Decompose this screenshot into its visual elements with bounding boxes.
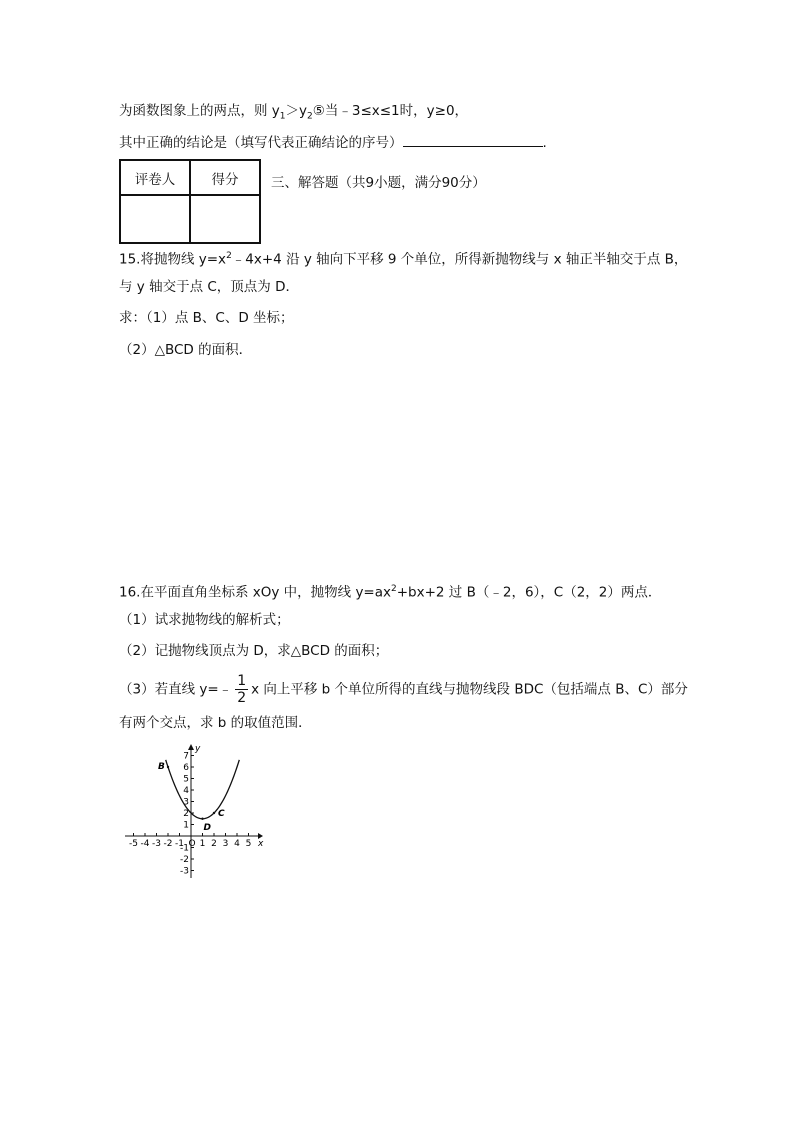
score-table	[119, 159, 261, 244]
fraction	[235, 673, 248, 706]
subscript: 2	[307, 111, 313, 122]
section-title: 三、解答题（共9小题，满分90分）	[271, 175, 486, 191]
q16-line-2: （1）试求抛物线的解析式；	[119, 612, 290, 628]
score-header: 得分	[190, 160, 260, 195]
q16-line-1	[119, 579, 661, 603]
point-c	[213, 812, 215, 814]
fraction-denominator: 2	[237, 690, 247, 706]
x-tick-label: -5	[129, 839, 138, 849]
point-b	[167, 766, 169, 768]
prev-question-line-2	[119, 133, 547, 153]
text: 15.将抛物线 y=x	[119, 251, 227, 268]
parabola-curve	[166, 760, 240, 819]
y-tick-label: -1	[180, 843, 189, 854]
y-tick-label: 5	[183, 774, 189, 785]
x-axis-label: x	[258, 839, 264, 849]
y-tick-label: 2	[183, 809, 189, 819]
answer-blank[interactable]	[403, 134, 543, 147]
x-tick-label: -3	[152, 839, 161, 849]
q15-line-1	[119, 246, 687, 270]
text: ＞y	[285, 103, 308, 119]
superscript: 2	[391, 584, 397, 594]
y-tick-label: 3	[183, 797, 189, 808]
point-d	[201, 818, 203, 820]
text: ⑤当﹣3≤x≤1时，y≥0，	[312, 103, 469, 119]
x-tick-label: -4	[140, 839, 150, 849]
x-tick-label: -1	[175, 839, 184, 849]
y-tick-label: -3	[180, 866, 189, 877]
text: 其中正确的结论是（填写代表正确结论的序号）	[119, 135, 403, 151]
x-tick-label: 4	[234, 839, 240, 849]
text: x 向上平移 b 个单位所得的直线与抛物线段 BDC（包括端点 B、C）部分	[251, 681, 688, 698]
prev-question-line-1	[119, 101, 468, 127]
x-tick-label: 2	[211, 839, 217, 849]
point-label-c: C	[218, 809, 225, 819]
text: ﹣4x+4 沿 y 轴向下平移 9 个单位，所得新抛物线与 x 轴正半轴交于点 B，	[231, 251, 688, 268]
q16-line-4	[119, 673, 688, 706]
y-tick-label: 6	[183, 763, 189, 773]
q16-line-5: 有两个交点，求 b 的取值范围．	[119, 715, 312, 731]
y-tick-label: -2	[180, 855, 189, 865]
y-axis-label: y	[195, 744, 201, 754]
y-tick-label: 4	[183, 786, 189, 796]
x-tick-label: 1	[199, 839, 206, 849]
x-tick-label: -2	[163, 839, 173, 849]
q16-line-3: （2）记抛物线顶点为 D，求△BCD 的面积；	[119, 643, 389, 659]
text: .	[542, 135, 547, 151]
q15-line-2: 与 y 轴交于点 C，顶点为 D．	[119, 279, 299, 295]
score-cell[interactable]	[190, 195, 260, 243]
grader-cell[interactable]	[120, 195, 190, 243]
grader-header: 评卷人	[120, 160, 190, 195]
y-axis-arrow	[188, 744, 194, 750]
q15-line-4: （2）△BCD 的面积．	[119, 342, 253, 358]
point-label-b: B	[158, 762, 165, 772]
parabola-graph	[120, 742, 270, 882]
y-tick-label: 1	[183, 820, 189, 831]
y-tick-label: 7	[183, 751, 189, 762]
text: 为函数图象上的两点，则 y	[119, 103, 280, 119]
q15-line-3: 求：（1）点 B、C、D 坐标；	[119, 310, 294, 326]
point-label-d: D	[203, 822, 211, 833]
superscript: 2	[226, 251, 232, 261]
text: +bx+2 过 B（﹣2，6），C（2，2）两点．	[396, 584, 662, 601]
x-tick-label: O	[188, 839, 196, 849]
text: （3）若直线 y=﹣	[119, 681, 233, 698]
x-tick-label: 3	[222, 839, 229, 849]
subscript: 1	[279, 111, 286, 122]
fraction-numerator: 1	[237, 673, 247, 689]
x-tick-label: 5	[245, 839, 252, 849]
text: 16.在平面直角坐标系 xOy 中，抛物线 y=ax	[119, 584, 392, 601]
